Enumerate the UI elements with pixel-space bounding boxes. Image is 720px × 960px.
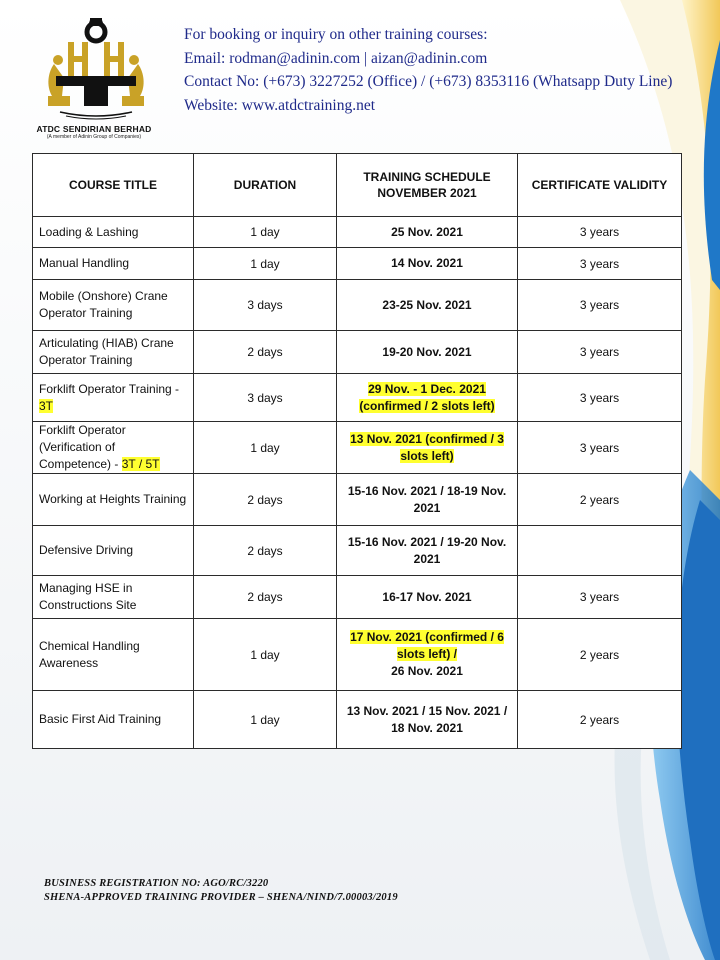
header-schedule-line1: TRAINING SCHEDULE <box>363 170 491 184</box>
course-title-cell: Managing HSE in Constructions Site <box>33 576 194 619</box>
header-schedule-line2: NOVEMBER 2021 <box>377 186 477 200</box>
table-row <box>33 217 682 248</box>
duration-cell: 2 days <box>194 331 337 374</box>
validity-cell: 3 years <box>518 576 682 619</box>
course-title-cell: Working at Heights Training <box>33 474 194 526</box>
course-title-text: Forklift Operator Training - <box>39 381 180 396</box>
duration-cell: 1 day <box>194 217 337 248</box>
table-row <box>33 576 682 619</box>
schedule-cell: 15-16 Nov. 2021 / 19-20 Nov. 2021 <box>337 526 518 576</box>
schedule-cell: 23-25 Nov. 2021 <box>337 280 518 331</box>
duration-cell: 2 days <box>194 576 337 619</box>
contact-website: Website: www.atdctraining.net <box>184 96 376 114</box>
schedule-cell <box>337 374 518 422</box>
contact-phone: Contact No: (+673) 3227252 (Office) / (+673) 8353116 (Whatsapp Duty Line) <box>184 73 673 90</box>
highlighted-schedule: 17 Nov. 2021 (confirmed / 6 slots left) / <box>350 630 504 661</box>
company-name: ATDC SENDIRIAN BERHAD <box>36 124 152 134</box>
highlighted-schedule: 29 Nov. - 1 Dec. 2021 (confirmed / 2 slots left) <box>359 381 495 413</box>
course-title-cell: Articulating (HIAB) Crane Operator Training <box>33 331 194 374</box>
header-training-schedule <box>337 154 518 217</box>
header-course-title: COURSE TITLE <box>33 154 194 217</box>
validity-cell: 2 years <box>518 691 682 749</box>
highlighted-capacity: 3T <box>39 398 54 413</box>
table-row <box>33 374 682 422</box>
course-title-cell: Loading & Lashing <box>33 217 194 248</box>
course-title-cell <box>33 422 194 474</box>
course-title-cell: Mobile (Onshore) Crane Operator Training <box>33 280 194 331</box>
shena-provider-number: SHENA-APPROVED TRAINING PROVIDER – SHENA/NIND/7.00003/2019 <box>44 891 398 903</box>
table-row <box>33 474 682 526</box>
duration-cell: 2 days <box>194 526 337 576</box>
table-header-row <box>33 154 682 217</box>
schedule-cell: 15-16 Nov. 2021 / 18-19 Nov. 2021 <box>337 474 518 526</box>
table-row <box>33 331 682 374</box>
schedule-cell: 19-20 Nov. 2021 <box>337 331 518 374</box>
training-schedule-table <box>32 153 682 749</box>
duration-cell: 3 days <box>194 374 337 422</box>
duration-cell: 2 days <box>194 474 337 526</box>
schedule-cell <box>337 619 518 691</box>
validity-cell: 3 years <box>518 280 682 331</box>
duration-cell: 1 day <box>194 422 337 474</box>
contact-intro: For booking or inquiry on other training courses: <box>184 26 488 43</box>
validity-cell: 3 years <box>518 248 682 280</box>
duration-cell: 1 day <box>194 248 337 280</box>
atdc-emblem-icon <box>32 16 156 124</box>
header-duration: DURATION <box>194 154 337 217</box>
business-registration-number: BUSINESS REGISTRATION NO: AGO/RC/3220 <box>44 878 269 889</box>
validity-cell: 3 years <box>518 422 682 474</box>
validity-cell: 2 years <box>518 619 682 691</box>
validity-cell: 3 years <box>518 331 682 374</box>
highlighted-capacity: 3T / 5T <box>121 457 160 471</box>
course-title-cell <box>33 374 194 422</box>
schedule-cell: 14 Nov. 2021 <box>337 248 518 280</box>
table-row <box>33 526 682 576</box>
course-title-cell: Basic First Aid Training <box>33 691 194 749</box>
company-logo <box>32 16 156 142</box>
company-tagline: (A member of Adinin Group of Companies) <box>46 134 142 140</box>
validity-cell: 3 years <box>518 374 682 422</box>
contact-block <box>184 23 672 117</box>
duration-cell: 1 day <box>194 619 337 691</box>
schedule-cell <box>337 422 518 474</box>
footer-registration <box>44 877 398 904</box>
course-title-cell: Chemical Handling Awareness <box>33 619 194 691</box>
course-title-cell: Defensive Driving <box>33 526 194 576</box>
highlighted-schedule: 13 Nov. 2021 (confirmed / 3 slots left) <box>350 431 504 463</box>
validity-cell: 2 years <box>518 474 682 526</box>
course-title-text: Forklift Operator (Verification of Competence) - <box>39 423 126 471</box>
schedule-cell: 16-17 Nov. 2021 <box>337 576 518 619</box>
duration-cell: 1 day <box>194 691 337 749</box>
contact-email: Email: rodman@adinin.com | aizan@adinin.com <box>184 49 488 67</box>
schedule-cell: 13 Nov. 2021 / 15 Nov. 2021 / 18 Nov. 2021 <box>337 691 518 749</box>
validity-cell: 3 years <box>518 217 682 248</box>
table-row <box>33 619 682 691</box>
table-row <box>33 248 682 280</box>
header-certificate-validity: CERTIFICATE VALIDITY <box>518 154 682 217</box>
duration-cell: 3 days <box>194 280 337 331</box>
course-title-cell: Manual Handling <box>33 248 194 280</box>
table-row <box>33 691 682 749</box>
schedule-text: 26 Nov. 2021 <box>391 664 463 678</box>
validity-cell <box>518 526 682 576</box>
table-row <box>33 422 682 474</box>
table-row <box>33 280 682 331</box>
schedule-cell: 25 Nov. 2021 <box>337 217 518 248</box>
